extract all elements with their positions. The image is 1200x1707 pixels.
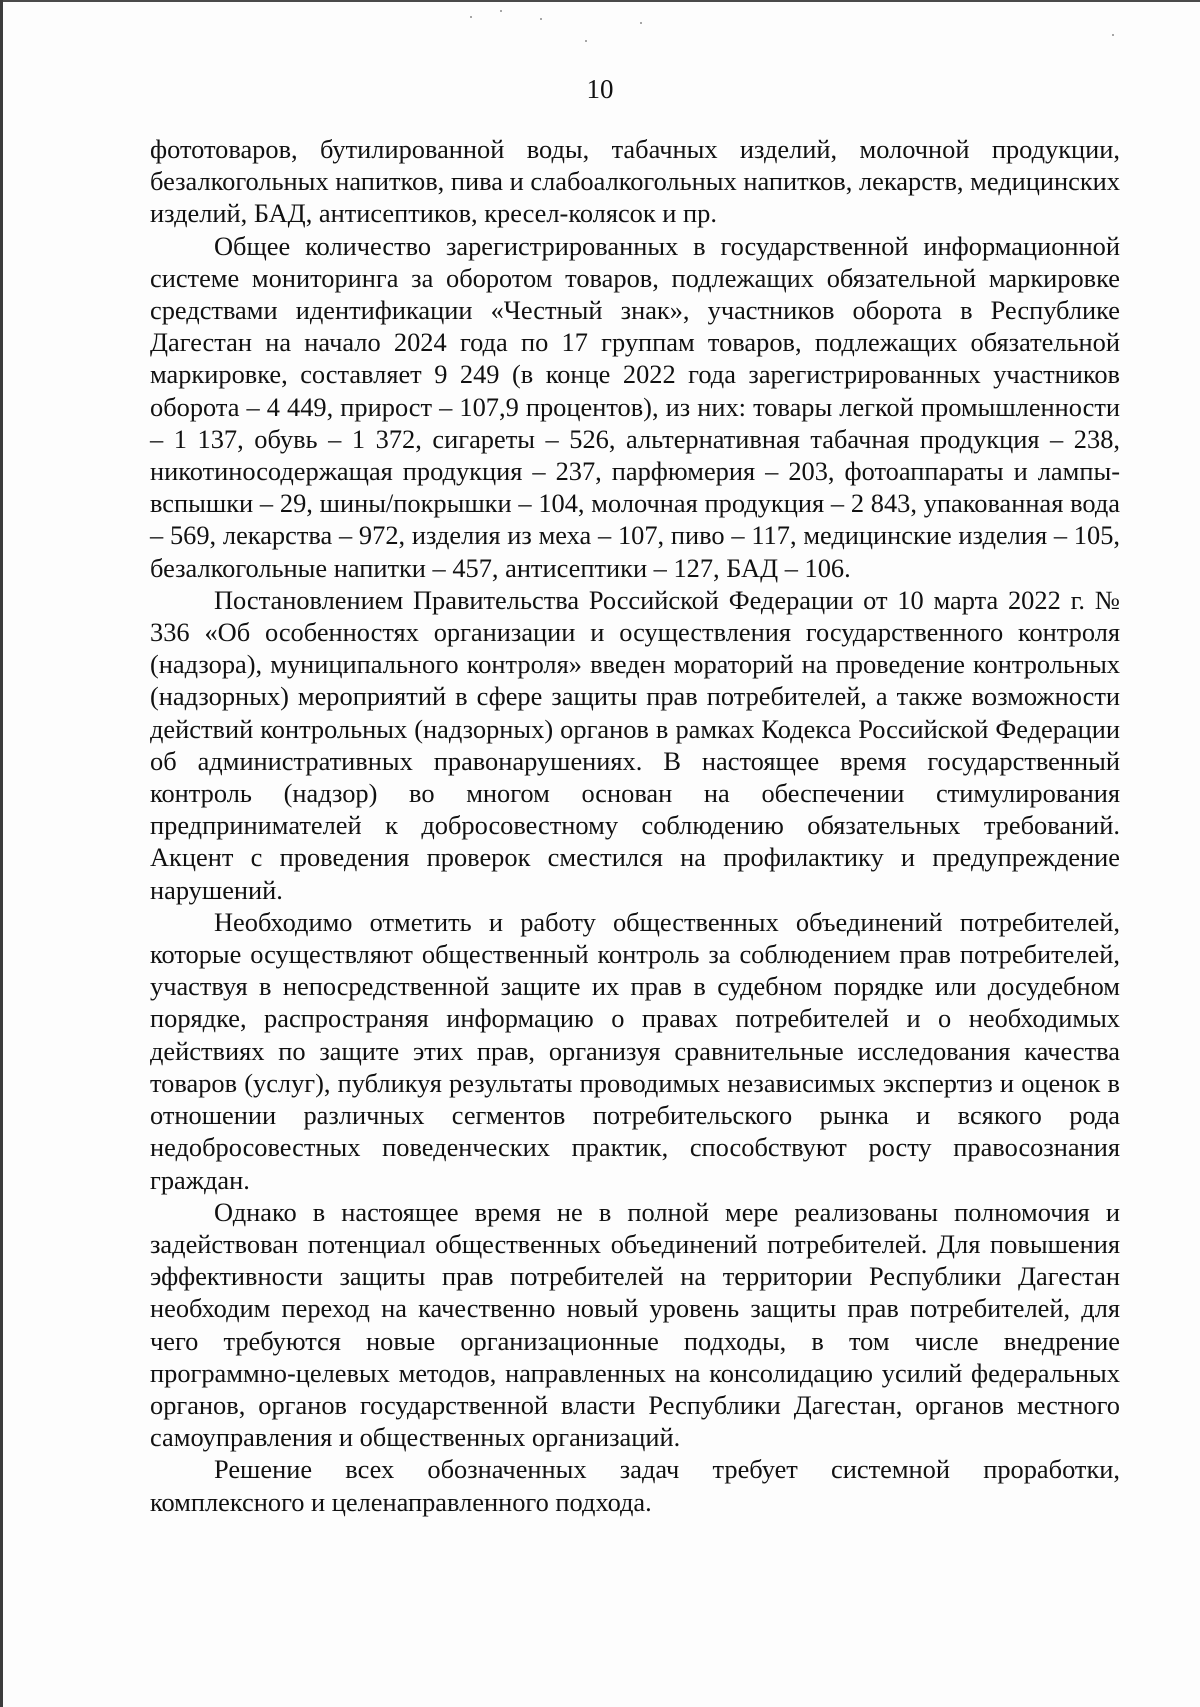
scan-speck: [585, 40, 587, 42]
paragraph-public-associations: Необходимо отметить и работу общественных объединений потребителей, которые осуществляют общественный контроль за соблюдением прав потребителей, участвуя в непосредственной защите их прав в судебном порядке или досудебном порядке, распространяя информацию о правах потребителей и о необходимых действиях по защите этих прав, организуя сравнительные исследования качества товаров (услуг), публикуя результаты проводимых независимых экспертиз и оценок в отношении различных сегментов потребительского рынка и всякого рода недобросовестных поведенческих практик, способствуют росту правосознания граждан.: [150, 906, 1120, 1195]
paragraph-continuation: фототоваров, бутилированной воды, табачных изделий, молочной продукции, безалкогольных напитков, пива и слабоалкогольных напитков, лекарств, медицинских изделий, БАД, антисептиков, кресел-колясок и пр.: [150, 134, 1120, 229]
scan-speck: [640, 22, 642, 24]
scan-speck: [540, 18, 542, 20]
scan-speck: [500, 10, 502, 12]
page-number: 10: [586, 74, 614, 104]
paragraph-conclusion: Решение всех обозначенных задач требует системной проработки, комплексного и целенаправленного подхода.: [150, 1454, 1120, 1517]
scan-top-edge: [0, 0, 1200, 2]
scan-left-edge: [0, 0, 3, 1707]
scan-speck: [1112, 34, 1114, 36]
paragraph-new-approaches: Однако в настоящее время не в полной мере реализованы полномочия и задействован потенциал общественных объединений потребителей. Для повышения эффективности защиты прав потребителей на территории Республики Дагестан необходим переход на качественно новый уровень защиты прав потребителей, для чего требуются новые организационные подходы, в том числе внедрение программно-целевых методов, направленных на консолидацию усилий федеральных органов, органов государственной власти Республики Дагестан, органов местного самоуправления и общественных организаций.: [150, 1196, 1120, 1453]
scan-speck: [470, 16, 472, 18]
paragraph-moratorium: Постановлением Правительства Российской Федерации от 10 марта 2022 г. № 336 «Об особенностях организации и осуществления государственного контроля (надзора), муниципального контроля» введен мораторий на проведение контрольных (надзорных) мероприятий в сфере защиты прав потребителей, а также возможности действий контрольных (надзорных) органов в рамках Кодекса Российской Федерации об административных правонарушениях. В настоящее время государственный контроль (надзор) во многом основан на обеспечении стимулирования предпринимателей к добросовестному соблюдению обязательных требований. Акцент с проведения проверок сместился на профилактику и предупреждение нарушений.: [150, 584, 1120, 905]
paragraph-participants-count: Общее количество зарегистрированных в государственной информационной системе мониторинга за оборотом товаров, подлежащих обязательной маркировке средствами идентификации «Честный знак», участников оборота в Республике Дагестан на начало 2024 года по 17 группам товаров, подлежащих обязательной маркировке, составляет 9 249 (в конце 2022 года зарегистрированных участников оборота – 4 449, прирост – 107,9 процентов), из них: товары легкой промышленности – 1 137, обувь – 1 372, сигареты – 526, альтернативная табачная продукция – 238, никотиносодержащая продукция – 237, парфюмерия – 203, фотоаппараты и лампы-вспышки – 29, шины/покрышки – 104, молочная продукция – 2 843, упакованная вода – 569, лекарства – 972, изделия из меха – 107, пиво – 117, медицинские изделия – 105, безалкогольные напитки – 457, антисептики – 127, БАД – 106.: [150, 230, 1120, 583]
document-body: [150, 133, 1120, 1518]
